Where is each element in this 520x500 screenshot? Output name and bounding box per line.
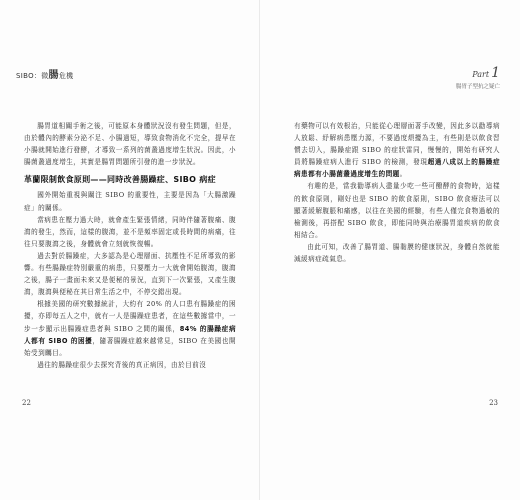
part-number: 1 <box>491 65 500 81</box>
running-head-right <box>456 62 500 90</box>
paragraph-text: 有藥物可以有效根治，只能從心理層面著手改變，因此多以勸導病人放鬆、紓解病患壓力源，不要過度煩擾為主，有些則是以飲食習慣去切入，腸躁症跟 SIBO 的症狀雷同，慢慢的，開始有研究人員將腸躁症病人進行 SIBO 的檢測，發現 <box>294 122 500 167</box>
page-number-left: 22 <box>22 399 31 407</box>
running-head-pre: SIBO：微 <box>16 72 49 80</box>
paragraph-text: 根據美國的研究數據統計，大約有 20% 的人口患有腸躁症的困擾，亦即每五人之中，就有一人是腸躁症患者，在這些數據當中，一步一步顯示出腸躁症患者與 SIBO 之間的關係， <box>24 300 236 333</box>
running-head-big-char: 腸 <box>48 70 59 81</box>
part-subtitle: 腸胃子型抗之疑亡 <box>455 84 500 90</box>
bold-statement: 超過八成以上的腸躁症病患都有小腸菌叢過度增生的問題 <box>294 158 501 179</box>
part-label: Part <box>472 70 490 79</box>
paragraph: 由此可知，改善了腸胃道、腸黏膜的健康狀況，身體自然就能減緩病症疏氣息。 <box>294 242 500 264</box>
bold-statistic: 84% 的腸躁症病人都有 SIBO 的困擾 <box>24 324 236 345</box>
paragraph <box>24 298 236 358</box>
left-body-text <box>24 120 236 371</box>
paragraph: 國外開始重視與關注 SIBO 的重要性，主要是因為「大腸激躁症」的關係。 <box>24 191 236 212</box>
paragraph <box>294 120 500 180</box>
paragraph: 有趣的是，當我勸導病人盡量少吃一些可醱酵的食物時，這樣的飲食原則，剛好也是 SIBO 的飲食原則，SIBO 飲食療法可以顯著緩解腹脹和痛感，以往在美國的經驗，有些人僅完食物過敏的檢測後，再搭配 SIBO 飲食，即能同時與治療腸胃道疾病的飲食相結合。 <box>294 182 500 239</box>
paragraph: 當病患在壓力過大時，就會產生緊張情緒，同時伴隨著腹痛、腹瀉的發生，然而，這樣的腹瀉，並不是頻率固定或長時間的病痛，往往只要腹瀉之後，身體就會立刻就恢復暢。 <box>24 215 236 248</box>
running-head-post: 危機 <box>58 72 74 80</box>
page-number-right: 23 <box>489 399 498 407</box>
section-heading: 革蘭限制飲食原則——同時改善腸躁症、SIBO 病症 <box>24 175 216 185</box>
right-body-text <box>294 120 500 265</box>
part-header <box>456 62 500 81</box>
paragraph: 過往的腸躁症很少去探究背後的真正病因，由於目前沒 <box>37 360 207 369</box>
paragraph: 腸胃道相關手術之後，可能原本身體狀況沒有發生問題，但是，由於體內的酵素分泌不足、小腸過短，導致食物消化不完全，提早在小腸就開始進行發酵，才導致一系列的菌叢過度增生狀況。因此，小腸菌叢過度增生，其實是腸胃問題所引發的進一步狀況。 <box>24 122 236 167</box>
right-page <box>260 0 520 500</box>
paragraph-text: 。 <box>399 170 407 179</box>
paragraph: 過去對於腸躁症，大多認為是心理層面、抗壓性不足所導致的影響。有些腸躁症特別嚴重的病患，只要壓力一大就會開始腹瀉，腹瀉之後，腸子一畫面未來又是便秘的景況，直到下一次緊張，又產生腹瀉，腹瀉與便秘在其日常生活之中，不停交錯出現。 <box>24 251 236 297</box>
running-head-left <box>16 66 73 81</box>
paragraph-text: ，隨著腸躁症越來越常見，SIBO 在美國也開始受到矚目。 <box>24 336 236 357</box>
